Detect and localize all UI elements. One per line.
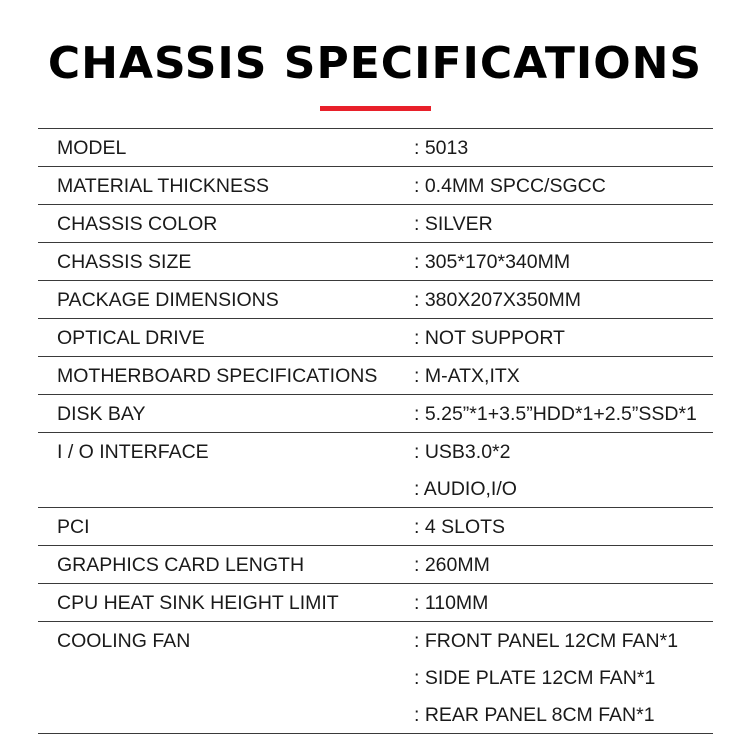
spec-value: : 0.4MM SPCC/SGCC	[414, 175, 606, 197]
spec-label: CHASSIS SIZE	[57, 251, 192, 273]
spec-row	[38, 508, 713, 546]
spec-line	[38, 281, 713, 318]
spec-label: MOTHERBOARD SPECIFICATIONS	[57, 365, 378, 387]
spec-row	[38, 205, 713, 243]
spec-label: PACKAGE DIMENSIONS	[57, 289, 279, 311]
spec-row	[38, 546, 713, 584]
spec-row	[38, 584, 713, 622]
spec-line	[38, 243, 713, 280]
spec-label: I / O INTERFACE	[57, 441, 209, 463]
spec-line	[38, 470, 713, 507]
spec-line	[38, 546, 713, 583]
page-title: CHASSIS SPECIFICATIONS	[47, 38, 703, 89]
spec-row	[38, 243, 713, 281]
spec-line	[38, 433, 713, 470]
spec-label: PCI	[57, 516, 90, 538]
spec-label: DISK BAY	[57, 403, 146, 425]
spec-table	[38, 128, 713, 734]
spec-value: : 4 SLOTS	[414, 516, 506, 538]
spec-label: GRAPHICS CARD LENGTH	[57, 554, 305, 576]
spec-row	[38, 167, 713, 205]
spec-row	[38, 395, 713, 433]
spec-value: : REAR PANEL 8CM FAN*1	[414, 704, 655, 726]
spec-line	[38, 319, 713, 356]
spec-line	[38, 508, 713, 545]
spec-label: COOLING FAN	[57, 630, 191, 652]
spec-line	[38, 659, 713, 696]
spec-label: OPTICAL DRIVE	[57, 327, 205, 349]
spec-label: MATERIAL THICKNESS	[57, 175, 270, 197]
spec-value: : SIDE PLATE 12CM FAN*1	[414, 667, 656, 689]
spec-line	[38, 696, 713, 733]
spec-value: : 5013	[414, 137, 469, 159]
spec-value: : M-ATX,ITX	[414, 365, 520, 387]
spec-value: : NOT SUPPORT	[414, 327, 565, 349]
spec-row	[38, 357, 713, 395]
spec-value: : SILVER	[414, 213, 493, 235]
spec-row	[38, 281, 713, 319]
spec-value: : 5.25”*1+3.5”HDD*1+2.5”SSD*1	[414, 403, 697, 425]
spec-value: : 260MM	[414, 554, 490, 576]
spec-value: : 380X207X350MM	[414, 289, 581, 311]
spec-value: : USB3.0*2	[414, 441, 511, 463]
spec-row	[38, 622, 713, 734]
spec-line	[38, 167, 713, 204]
spec-row	[38, 129, 713, 167]
title-underline	[320, 106, 431, 111]
spec-value: : 110MM	[414, 592, 489, 614]
spec-row	[38, 319, 713, 357]
spec-label: MODEL	[57, 137, 127, 159]
spec-value: : 305*170*340MM	[414, 251, 571, 273]
spec-value: : FRONT PANEL 12CM FAN*1	[414, 630, 679, 652]
spec-label: CHASSIS COLOR	[57, 213, 218, 235]
spec-row	[38, 433, 713, 508]
spec-line	[38, 129, 713, 166]
spec-label: CPU HEAT SINK HEIGHT LIMIT	[57, 592, 339, 614]
spec-line	[38, 622, 713, 659]
spec-line	[38, 357, 713, 394]
spec-line	[38, 584, 713, 621]
spec-line	[38, 205, 713, 242]
spec-value: : AUDIO,I/O	[414, 478, 517, 500]
spec-line	[38, 395, 713, 432]
